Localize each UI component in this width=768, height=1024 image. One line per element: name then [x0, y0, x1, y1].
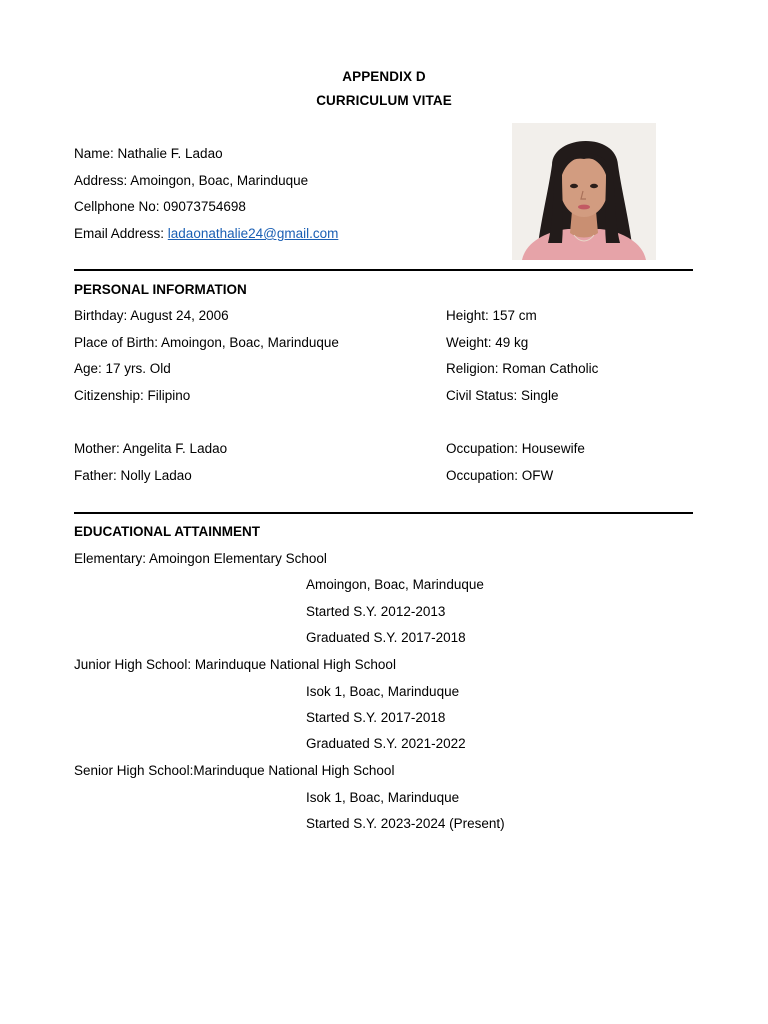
- senior-high-address: Isok 1, Boac, Marinduque: [306, 790, 460, 805]
- email-label: Email Address:: [74, 226, 168, 241]
- citizenship-line: Citizenship: Filipino: [74, 388, 191, 403]
- height-line: Height: 157 cm: [446, 308, 537, 323]
- elementary-started: Started S.Y. 2012-2013: [306, 604, 446, 619]
- appendix-heading: APPENDIX D: [342, 69, 426, 84]
- section-divider: [74, 512, 693, 514]
- personal-info-heading: PERSONAL INFORMATION: [74, 282, 247, 297]
- birthday-line: Birthday: August 24, 2006: [74, 308, 229, 323]
- senior-high-started: Started S.Y. 2023-2024 (Present): [306, 816, 505, 831]
- email-link[interactable]: ladaonathalie24@gmail.com: [167, 226, 339, 241]
- junior-high-graduated: Graduated S.Y. 2021-2022: [306, 736, 466, 751]
- birthplace-line: Place of Birth: Amoingon, Boac, Marinduque: [74, 335, 339, 350]
- father-line: Father: Nolly Ladao: [74, 468, 192, 483]
- profile-photo: [512, 123, 656, 260]
- civil-status-line: Civil Status: Single: [446, 388, 559, 403]
- elementary-line: Elementary: Amoingon Elementary School: [74, 551, 327, 566]
- father-occupation-line: Occupation: OFW: [446, 468, 554, 483]
- junior-high-address: Isok 1, Boac, Marinduque: [306, 684, 460, 699]
- age-line: Age: 17 yrs. Old: [74, 361, 171, 376]
- address-line: Address: Amoingon, Boac, Marinduque: [74, 173, 309, 188]
- senior-high-line: Senior High School:Marinduque National High School: [74, 763, 395, 778]
- name-line: Name: Nathalie F. Ladao: [74, 146, 223, 161]
- weight-line: Weight: 49 kg: [446, 335, 529, 350]
- elementary-graduated: Graduated S.Y. 2017-2018: [306, 630, 466, 645]
- email-line: [74, 226, 338, 242]
- education-heading: EDUCATIONAL ATTAINMENT: [74, 524, 260, 539]
- cellphone-line: Cellphone No: 09073754698: [74, 199, 246, 214]
- section-divider: [74, 269, 693, 271]
- religion-line: Religion: Roman Catholic: [446, 361, 599, 376]
- junior-high-line: Junior High School: Marinduque National High School: [74, 657, 396, 672]
- mother-line: Mother: Angelita F. Ladao: [74, 441, 228, 456]
- elementary-address: Amoingon, Boac, Marinduque: [306, 577, 484, 592]
- document-title: CURRICULUM VITAE: [316, 93, 452, 108]
- mother-occupation-line: Occupation: Housewife: [446, 441, 585, 456]
- junior-high-started: Started S.Y. 2017-2018: [306, 710, 446, 725]
